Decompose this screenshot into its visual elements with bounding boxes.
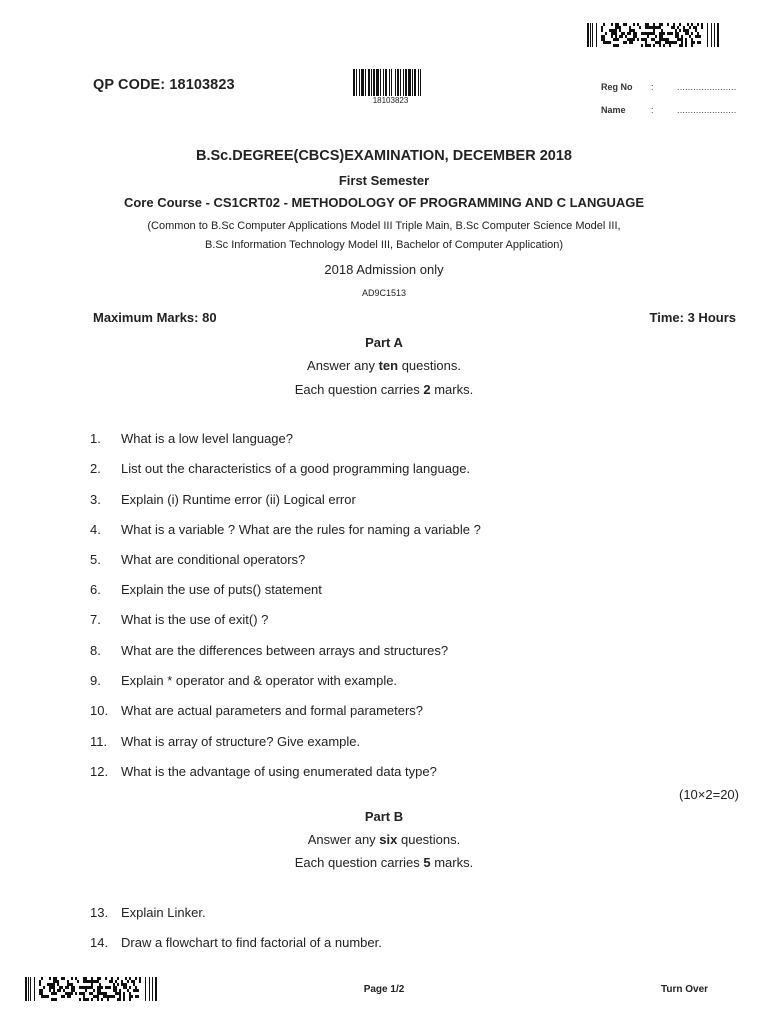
question-number: 9. [90, 673, 101, 688]
question-number: 14. [90, 935, 109, 950]
reg-no-label: Reg No [601, 82, 633, 92]
question-text: What is array of structure? Give example. [121, 734, 361, 749]
part-a-answer-instruction: Answer any ten questions. [307, 358, 461, 373]
part-a-score: (10×2=20) [679, 787, 739, 802]
part-b-marks-instruction: Each question carries 5 marks. [294, 855, 474, 870]
qp-code: QP CODE: 18103823 [93, 77, 235, 93]
barcode-label: 18103823 [372, 96, 409, 105]
question-text: Explain Linker. [121, 905, 206, 920]
name-field: ...................... [677, 105, 737, 115]
part-b-answer-instruction: Answer any six questions. [307, 832, 461, 847]
question-text: Explain (i) Runtime error (ii) Logical error [121, 492, 356, 507]
question-text: List out the characteristics of a good programming language. [121, 461, 471, 476]
reg-no-field: ...................... [677, 82, 737, 92]
question-number: 12. [90, 764, 109, 779]
question-number: 5. [90, 552, 101, 567]
common-note-line2: B.Sc Information Technology Model III, Bachelor of Computer Application) [204, 239, 564, 251]
course-title: Core Course - CS1CRT02 - METHODOLOGY OF PROGRAMMING AND C LANGUAGE [123, 195, 645, 210]
barcode-qp [353, 69, 428, 96]
question-text: What are actual parameters and formal parameters? [121, 703, 424, 718]
turn-over-note: Turn Over [661, 984, 709, 995]
exam-time: Time: 3 Hours [649, 310, 736, 325]
question-number: 8. [90, 643, 101, 658]
part-b-title: Part B [364, 809, 404, 824]
question-text: What is the advantage of using enumerated data type? [121, 764, 437, 779]
name-colon: : [651, 105, 654, 115]
question-number: 2. [90, 461, 101, 476]
question-number: 10. [90, 703, 109, 718]
question-text: What is the use of exit() ? [121, 612, 269, 627]
question-number: 4. [90, 522, 101, 537]
reg-no-colon: : [651, 82, 654, 92]
exam-title: B.Sc.DEGREE(CBCS)EXAMINATION, DECEMBER 2018 [196, 148, 572, 164]
paper-code: AD9C1513 [361, 288, 407, 298]
question-text: Explain * operator and & operator with example. [121, 673, 398, 688]
admission-note: 2018 Admission only [324, 262, 444, 277]
part-a-title: Part A [365, 335, 403, 350]
question-number: 3. [90, 492, 101, 507]
question-text: What are the differences between arrays and structures? [121, 643, 449, 658]
question-text: What is a low level language? [121, 431, 293, 446]
question-text: What are conditional operators? [121, 552, 306, 567]
question-text: Explain the use of puts() statement [121, 582, 322, 597]
question-number: 6. [90, 582, 101, 597]
question-number: 7. [90, 612, 101, 627]
common-note-line1: (Common to B.Sc Computer Applications Model III Triple Main, B.Sc Computer Science Model III, [147, 220, 621, 232]
name-label: Name [601, 105, 626, 115]
question-number: 13. [90, 905, 109, 920]
question-number: 1. [90, 431, 101, 446]
question-text: Draw a flowchart to find factorial of a number. [121, 935, 382, 950]
barcode-top-right [587, 23, 719, 47]
question-text: What is a variable ? What are the rules for naming a variable ? [121, 522, 481, 537]
page-number: Page 1/2 [363, 984, 405, 995]
part-a-marks-instruction: Each question carries 2 marks. [294, 382, 474, 397]
maximum-marks: Maximum Marks: 80 [93, 310, 217, 325]
question-number: 11. [90, 734, 108, 749]
semester: First Semester [338, 173, 430, 188]
